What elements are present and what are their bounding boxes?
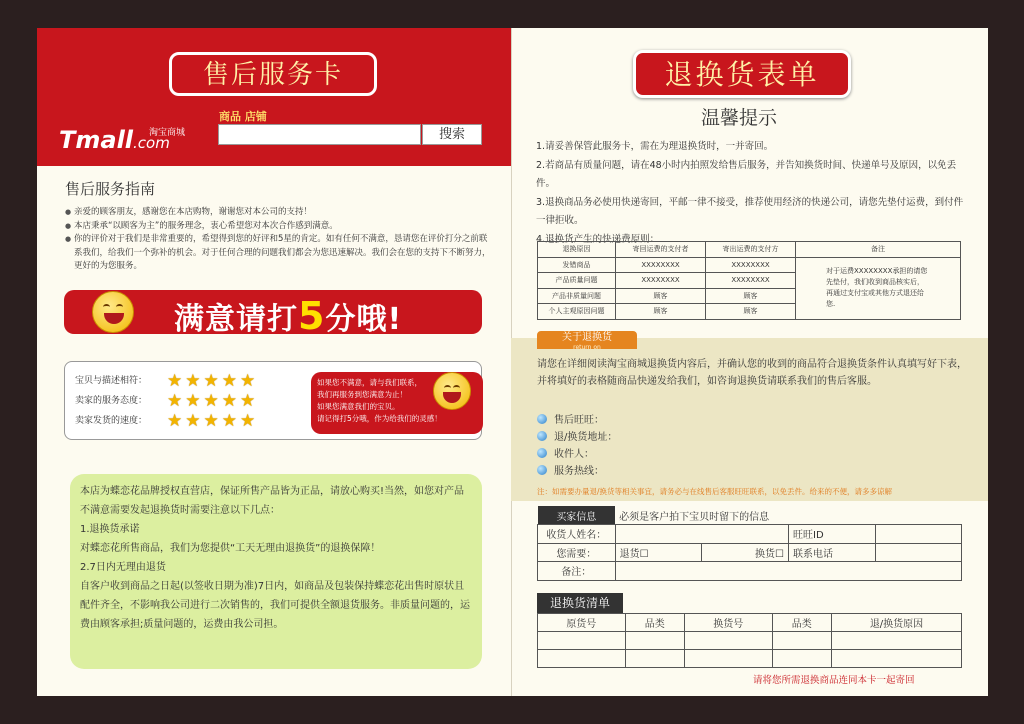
form-title: 退换货表单 <box>633 50 851 98</box>
rule-item: 1.请妥善保管此服务卡，需在为理退换货时，一并寄回。 <box>536 141 774 152</box>
guide-item: ● 亲爱的顾客朋友，感谢您在本店购物，谢谢您对本公司的支持！ <box>65 206 495 220</box>
guide-item: ● 你的评价对于我们是非常重要的，希望得到您的好评和5星的肯定。如有任何不满意，恳请您在评价打分之前联系我们，给我们一个弥补的机会。对于任何合理的问题我们都会为您迅速解决。我们会在您的支持下不断努力，更好的为您服务。 <box>65 233 495 274</box>
return-checkbox[interactable]: 退货☐ <box>615 543 702 562</box>
globe-icon <box>537 431 547 441</box>
globe-icon <box>537 448 547 458</box>
smiley-icon <box>433 372 471 410</box>
search-input[interactable] <box>218 124 421 145</box>
about-tab: 关于退换货 return on <box>537 331 637 349</box>
tips-title: 温馨提示 <box>701 107 778 129</box>
rules-list <box>536 138 966 249</box>
rating-row: 卖家的服务态度： ★★★★★ <box>75 391 259 411</box>
guide-item: ● 本店秉承“以顾客为主”的服务理念，衷心希望您对本次合作感到满意。 <box>65 220 495 234</box>
globe-icon <box>537 465 547 475</box>
globe-icon <box>537 414 547 424</box>
return-policy-box: 本店为蝶恋花品牌授权直营店，保证所售产品皆为正品，请放心购买!当然，如您对产品不满意需要发起退换货时需要注意以下几点： 1.退换货承诺 对蝶恋花所售商品，我们为您提供“工天无理由退换货”的退换保障！ 2.7日内无理由退货 自客户收到商品之日起(以签收日期为准)7日内，如商品及包装保持蝶恋花出售时原状且配件齐全，不影响我公司进行二次销售的，我们可提供全额退货服务。非质量问题的，运费由顾客承担;质量问题的，运费由我公司担。 <box>70 474 482 669</box>
rating-row: 宝贝与描述相符： ★★★★★ <box>75 371 259 391</box>
remark-field[interactable] <box>615 562 961 581</box>
wangwang-field[interactable] <box>875 525 961 544</box>
return-list-table: 原货号 品类 换货号 品类 退/换货原因 <box>537 613 962 668</box>
rule-item: 3.退换商品务必使用快递寄回，平邮一律不接受，推荐使用经济的快递公司，请您先垫付运费，到付件一律拒收。 <box>536 196 964 226</box>
buyer-label: 买家信息 <box>538 506 616 525</box>
star-icons[interactable]: ★★★★★ <box>167 411 259 431</box>
rating-banner <box>64 290 482 338</box>
star-icons[interactable]: ★★★★★ <box>167 391 259 411</box>
return-list-label: 退换货清单 <box>537 593 623 613</box>
after-sales-card <box>37 28 511 696</box>
guide-list <box>65 206 495 274</box>
contact-address: 退/换货地址： <box>537 429 617 446</box>
exchange-checkbox[interactable]: 换货☐ <box>702 543 789 562</box>
return-form <box>511 28 988 696</box>
note-text: 注：如需要办量退/换货等相关事宜，请务必与在线售后客服旺旺联系，以免丢件。给来的不便，请多多谅解 <box>537 487 893 496</box>
footer-note: 请将您所需退换商品连同本卡一起寄回 <box>753 675 915 686</box>
smiley-icon <box>92 291 134 333</box>
tip-bubble: 如果您不满意，请与我们联系， 我们再服务到您满意为止！ 如果您满意我们的宝贝。 请记得打5分哦，作为给我们的灵感！ <box>311 372 483 434</box>
rule-item: 2.若商品有质量问题，请在48小时内拍照发给售后服务，并告知换货时间、快递单号及原因，以免丢件。 <box>536 159 957 189</box>
guide-title: 售后服务指南 <box>65 180 156 198</box>
fee-table: 退换原因 寄回运费的支付者 寄出运费的支付方 备注 发错商品 XXXXXXXX XXXXXXXX 对于运费XXXXXXXX承担的请您先垫付，我们收到商品核实后，再通过支付宝或其他方式退还给您. 产品质量问题 XXXXXXXX XXXXXXXX 产品非质量问题 顾客 顾客 个人主观原因问题 顾客 顾客 <box>537 241 961 320</box>
star-icons[interactable]: ★★★★★ <box>167 371 259 391</box>
rating-row: 卖家发货的速度： ★★★★★ <box>75 411 259 431</box>
phone-field[interactable] <box>875 543 961 562</box>
banner-text: 满意请打5分哦! <box>174 294 403 338</box>
search-button[interactable]: 搜索 <box>422 124 482 145</box>
tmall-logo: Tmall.com <box>59 126 170 154</box>
contact-hotline: 服务热线： <box>537 463 604 480</box>
rating-box <box>64 361 482 440</box>
contact-recipient: 收件人： <box>537 446 594 463</box>
contact-aftersales: 售后旺旺： <box>537 412 604 429</box>
card-title: 售后服务卡 <box>169 52 377 96</box>
brand-sub: 淘宝商城 <box>149 128 186 138</box>
shop-label: 商品 店铺 <box>219 110 267 123</box>
name-field[interactable] <box>615 525 788 544</box>
buyer-info-table: 买家信息 必须是客户拍下宝贝时留下的信息 收货人姓名： 旺旺ID 您需要： 退货☐ 换货☐ 联系电话 备注： <box>537 506 962 581</box>
about-text: 请您在详细阅读淘宝商城退换货内容后，并确认您的收到的商品符合退换货条件认真填写好下表，并将填好的表格随商品快递发给我们，如咨询退换货请联系我们的售后客服。 <box>537 359 967 387</box>
rule-item: 4.退换货产生的快递费原则： <box>536 233 660 245</box>
